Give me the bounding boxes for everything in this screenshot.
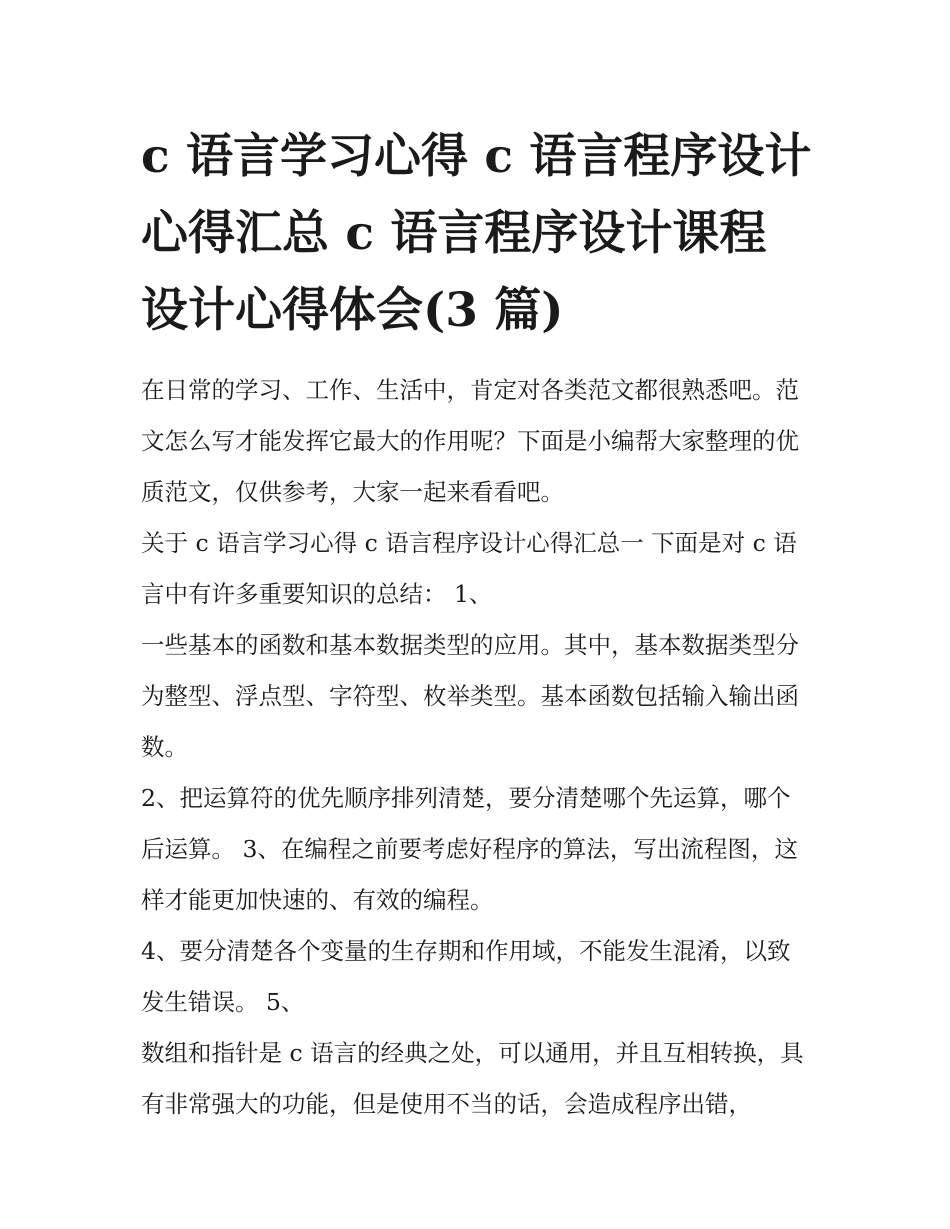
document-body [141, 365, 813, 1130]
paragraph-points-two-three: 2、把运算符的优先顺序排列清楚，要分清楚哪个先运算，哪个后运算。 3、在编程之前要考虑好程序的算法，写出流程图，这样才能更加快速的、有效的编程。 [141, 784, 798, 914]
document-page [141, 118, 813, 1130]
document-title: c 语言学习心得 c 语言程序设计心得汇总 c 语言程序设计课程设计心得体会(3 篇) [141, 129, 812, 338]
paragraph-arrays-pointers: 数组和指针是 c 语言的经典之处，可以通用，并且互相转换，具有非常强大的功能，但是使用不当的话，会造成程序出错， [141, 1039, 804, 1118]
paragraph-points-four-five: 4、要分清楚各个变量的生存期和作用域，不能发生混淆，以致发生错误。 5、 [141, 937, 791, 1016]
paragraph-section-one-heading: 关于 c 语言学习心得 c 语言程序设计心得汇总一 下面是对 c 语言中有许多重要知识的总结： 1、 [141, 529, 797, 608]
paragraph-point-one: 一些基本的函数和基本数据类型的应用。其中，基本数据类型分为整型、浮点型、字符型、枚举类型。基本函数包括输入输出函数。 [141, 631, 799, 761]
paragraph-intro: 在日常的学习、工作、生活中，肯定对各类范文都很熟悉吧。范文怎么写才能发挥它最大的作用呢？下面是小编帮大家整理的优质范文，仅供参考，大家一起来看看吧。 [141, 376, 799, 506]
